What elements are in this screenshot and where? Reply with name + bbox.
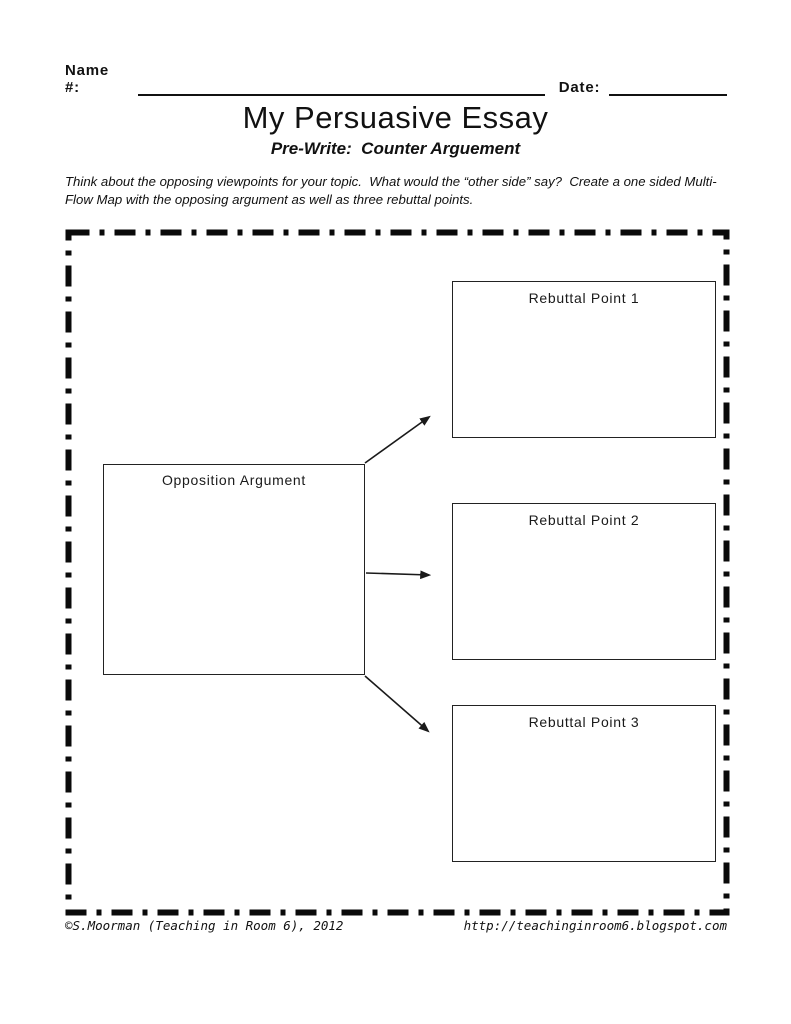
instruction-line-1: Think about the opposing viewpoints for your topic. What would the “other side” say? Create a one sided Multi-	[65, 174, 717, 189]
opposition-argument-box[interactable]	[103, 464, 365, 675]
date-label: Date:	[558, 79, 601, 96]
rebuttal-box-3[interactable]	[452, 705, 716, 862]
rebuttal-box-2[interactable]	[452, 503, 716, 660]
instruction-line-2: Flow Map with the opposing argument as well as three rebuttal points.	[65, 192, 474, 207]
page-subtitle: Pre-Write: Counter Arguement	[270, 139, 521, 158]
rebuttal-label-3: Rebuttal Point 3	[528, 714, 640, 730]
rebuttal-label-2: Rebuttal Point 2	[528, 512, 640, 528]
name-label: Name #:	[65, 62, 110, 96]
footer	[65, 918, 727, 933]
title-block	[0, 100, 791, 159]
footer-url: http://teachinginroom6.blogspot.com	[463, 918, 727, 933]
date-input-line[interactable]	[609, 76, 727, 96]
name-input-line[interactable]	[138, 76, 545, 96]
arrow-to-rebuttal-3	[365, 676, 428, 731]
arrow-to-rebuttal-1	[365, 417, 429, 463]
opposition-argument-label: Opposition Argument	[161, 472, 307, 488]
footer-credit: ©S.Moorman (Teaching in Room 6), 2012	[65, 918, 344, 933]
arrow-to-rebuttal-2	[366, 573, 429, 575]
page-title: My Persuasive Essay	[242, 100, 549, 135]
rebuttal-box-1[interactable]	[452, 281, 716, 438]
name-date-row	[65, 62, 727, 96]
instructions	[65, 173, 735, 209]
rebuttal-label-1: Rebuttal Point 1	[528, 290, 640, 306]
